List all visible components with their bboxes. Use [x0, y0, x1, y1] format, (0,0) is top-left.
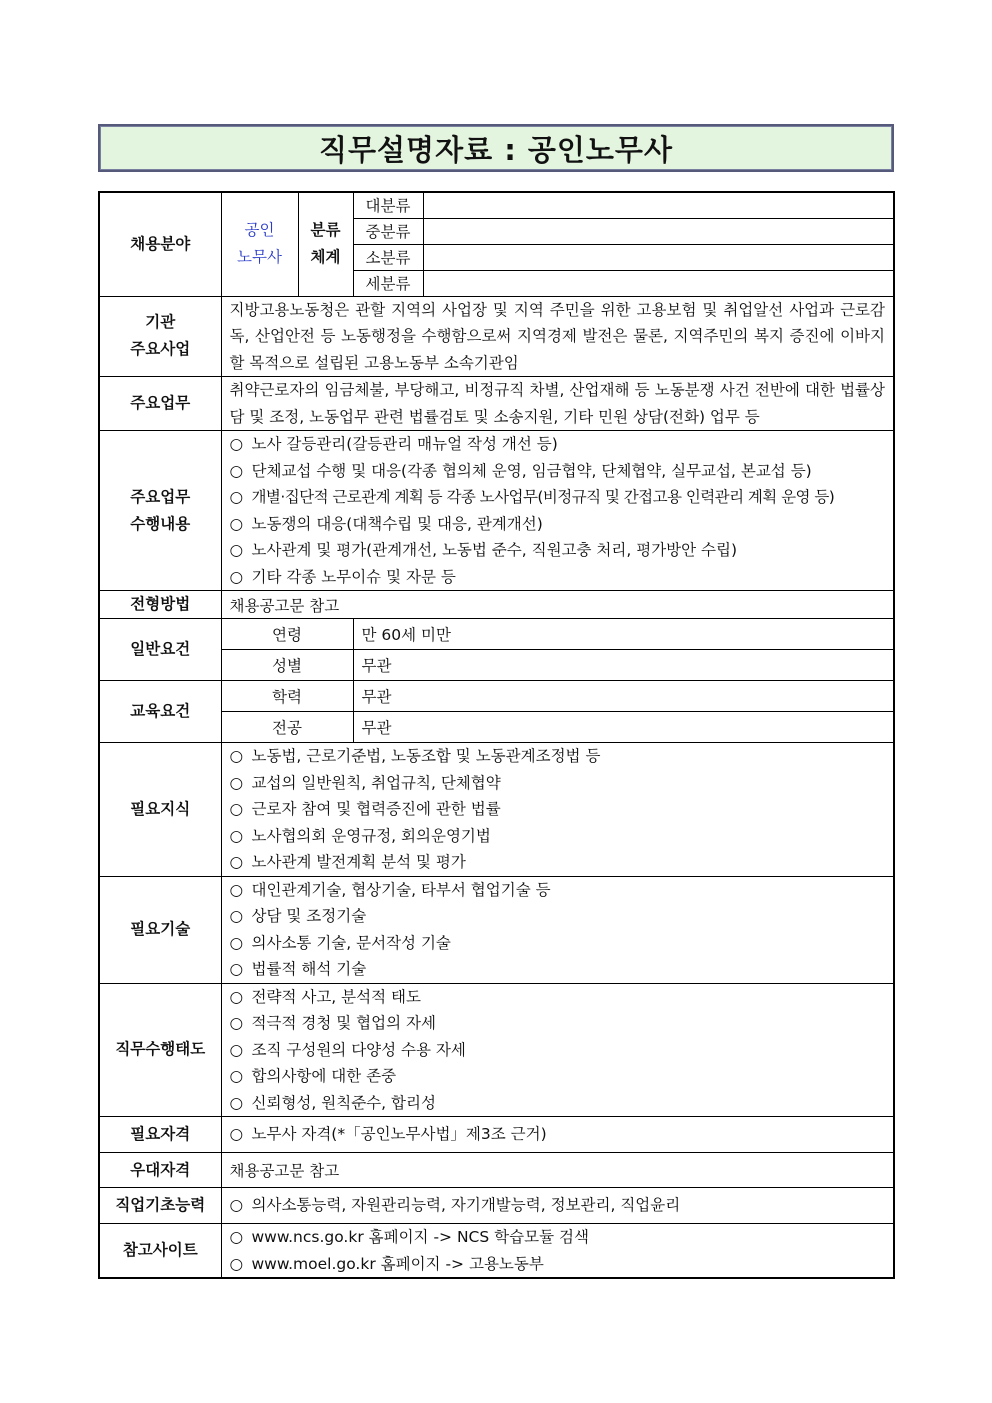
circle-bullet-icon: ○ — [229, 826, 244, 845]
list-item: ○ 대인관계기술, 협상기술, 타부서 협업기술 등 — [230, 877, 886, 904]
list-item: ○ 교섭의 일반원칙, 취업규칙, 단체협약 — [230, 770, 886, 797]
circle-bullet-icon: ○ — [229, 960, 244, 978]
duty-detail-list — [221, 431, 894, 591]
system-line1: 분류 — [310, 221, 341, 240]
list-item: ○ 노사관계 및 평가(관계개선, 노동법 준수, 직원고충 처리, 평가방안 수립) — [230, 537, 886, 564]
circle-bullet-icon: ○ — [229, 853, 244, 871]
label-main-duty: 주요업무 — [99, 377, 221, 431]
circle-bullet-icon: ○ — [229, 435, 244, 453]
knowledge-list — [221, 743, 894, 877]
label-recruit-field: 채용분야 — [99, 192, 221, 296]
circle-bullet-icon: ○ — [229, 461, 244, 480]
category-detail: 세분류 — [353, 270, 423, 296]
org-label-line1: 기관 — [145, 313, 176, 332]
org-business-text: 지방고용노동청은 관할 지역의 사업장 및 지역 주민을 위한 고용보험 및 취업알선 사업과 근로감독, 산업안전 등 노동행정을 수행함으로써 지역경제 발전은 물론, 지역주민의 복지 증진에 이바지할 목적으로 설립된 고용노동부 소속기관임 — [221, 296, 894, 377]
duty-label-line2: 수행내용 — [130, 514, 191, 533]
category-minor-value — [423, 244, 894, 270]
circle-bullet-icon: ○ — [229, 488, 244, 506]
label-general-req: 일반요건 — [99, 619, 221, 681]
attitude-list — [221, 983, 894, 1117]
document-title: 직무설명자료 : 공인노무사 — [319, 132, 673, 167]
circle-bullet-icon: ○ — [229, 800, 244, 818]
edu-req-value: 무관 — [353, 712, 894, 743]
circle-bullet-icon: ○ — [229, 773, 244, 792]
list-item: ○ 개별·집단적 근로관계 계획 등 각종 노사업무(비정규직 및 간접고용 인력관리 계획 운영 등) — [230, 484, 886, 511]
list-item — [230, 1224, 886, 1251]
list-item: ○ 신뢰형성, 원칙준수, 합리성 — [230, 1090, 886, 1117]
label-skills: 필요기술 — [99, 876, 221, 983]
list-item: ○ 노사관계 발전계획 분석 및 평가 — [230, 849, 886, 876]
recruit-field-value — [221, 192, 298, 296]
list-item: ○ 노무사 자격(*「공인노무사법」제3조 근거) — [230, 1121, 886, 1148]
category-minor: 소분류 — [353, 244, 423, 270]
list-item: ○ 의사소통능력, 자원관리능력, 자기개발능력, 정보관리, 직업윤리 — [230, 1192, 886, 1219]
list-item: ○ 적극적 경청 및 협업의 자세 — [230, 1010, 886, 1037]
circle-bullet-icon: ○ — [229, 1067, 244, 1085]
job-description-table — [98, 191, 895, 1279]
label-knowledge: 필요지식 — [99, 743, 221, 877]
list-item: ○ 노동법, 근로기준법, 노동조합 및 노동관계조정법 등 — [230, 743, 886, 770]
system-line2: 체계 — [310, 248, 341, 267]
list-item: ○ 조직 구성원의 다양성 수용 자세 — [230, 1037, 886, 1064]
list-item: ○ 법률적 해석 기술 — [230, 956, 886, 983]
category-major-value — [423, 192, 894, 218]
label-qualification: 필요자격 — [99, 1117, 221, 1153]
selection-value: 채용공고문 참고 — [221, 591, 894, 619]
general-req-key: 성별 — [221, 650, 353, 681]
circle-bullet-icon: ○ — [229, 747, 244, 765]
site-ncs: www.ncs.go.kr 홈페이지 -> NCS 학습모듈 검색 — [251, 1228, 589, 1246]
circle-bullet-icon: ○ — [229, 1228, 244, 1246]
basic-ability-list — [221, 1188, 894, 1224]
list-item: ○ 단체교섭 수행 및 대응(각종 협의체 운영, 임금협약, 단체협약, 실무교섭, 본교섭 등) — [230, 458, 886, 485]
circle-bullet-icon: ○ — [229, 514, 244, 533]
circle-bullet-icon: ○ — [229, 987, 244, 1006]
general-req-key: 연령 — [221, 619, 353, 650]
list-item: ○ 기타 각종 노무이슈 및 자문 등 — [230, 564, 886, 591]
circle-bullet-icon: ○ — [229, 1093, 244, 1112]
list-item: ○ 노사 갈등관리(갈등관리 매뉴얼 작성 개선 등) — [230, 431, 886, 458]
circle-bullet-icon: ○ — [229, 880, 244, 899]
document-title-box — [98, 124, 894, 172]
label-duty-detail — [99, 431, 221, 591]
circle-bullet-icon: ○ — [229, 567, 244, 586]
edu-req-value: 무관 — [353, 681, 894, 712]
list-item: ○ 상담 및 조정기술 — [230, 903, 886, 930]
duty-label-line1: 주요업무 — [130, 487, 191, 506]
general-req-value: 만 60세 미만 — [353, 619, 894, 650]
list-item: ○ 전략적 사고, 분석적 태도 — [230, 984, 886, 1011]
org-label-line2: 주요사업 — [130, 340, 191, 359]
qualification-list — [221, 1117, 894, 1153]
main-duty-text: 취약근로자의 임금체불, 부당해고, 비정규직 차별, 산업재해 등 노동분쟁 사건 전반에 대한 법률상담 및 조정, 노동업무 관련 법률검토 및 소송지원, 기타 민원 상담(전화) 업무 등 — [221, 377, 894, 431]
circle-bullet-icon: ○ — [229, 1125, 244, 1144]
label-org-business — [99, 296, 221, 377]
category-middle: 중분류 — [353, 218, 423, 244]
recruit-field-line1: 공인 — [244, 221, 275, 240]
list-item: ○ 근로자 참여 및 협력증진에 관한 법률 — [230, 796, 886, 823]
label-edu-req: 교육요건 — [99, 681, 221, 743]
label-selection: 전형방법 — [99, 591, 221, 619]
label-preferred: 우대자격 — [99, 1153, 221, 1188]
recruit-field-line2: 노무사 — [237, 248, 282, 267]
circle-bullet-icon: ○ — [229, 1040, 244, 1059]
circle-bullet-icon: ○ — [229, 1254, 244, 1273]
list-item: ○ 노사협의회 운영규정, 회의운영기법 — [230, 823, 886, 850]
classification-system-label — [298, 192, 353, 296]
circle-bullet-icon: ○ — [229, 1196, 244, 1215]
ref-sites-list — [221, 1224, 894, 1279]
circle-bullet-icon: ○ — [229, 933, 244, 952]
list-item: ○ 노동쟁의 대응(대책수립 및 대응, 관계개선) — [230, 511, 886, 538]
label-ref-sites: 참고사이트 — [99, 1224, 221, 1279]
list-item: ○ 의사소통 기술, 문서작성 기술 — [230, 930, 886, 957]
site-moel: www.moel.go.kr 홈페이지 -> 고용노동부 — [251, 1254, 544, 1273]
category-detail-value — [423, 270, 894, 296]
label-basic-ability: 직업기초능력 — [99, 1188, 221, 1224]
edu-req-key: 학력 — [221, 681, 353, 712]
general-req-value: 무관 — [353, 650, 894, 681]
list-item: ○ 합의사항에 대한 존중 — [230, 1063, 886, 1090]
circle-bullet-icon: ○ — [229, 541, 244, 559]
list-item — [230, 1251, 886, 1278]
preferred-value: 채용공고문 참고 — [221, 1153, 894, 1188]
circle-bullet-icon: ○ — [229, 907, 244, 925]
category-middle-value — [423, 218, 894, 244]
edu-req-key: 전공 — [221, 712, 353, 743]
category-major: 대분류 — [353, 192, 423, 218]
skills-list — [221, 876, 894, 983]
circle-bullet-icon: ○ — [229, 1014, 244, 1032]
label-attitude: 직무수행태도 — [99, 983, 221, 1117]
